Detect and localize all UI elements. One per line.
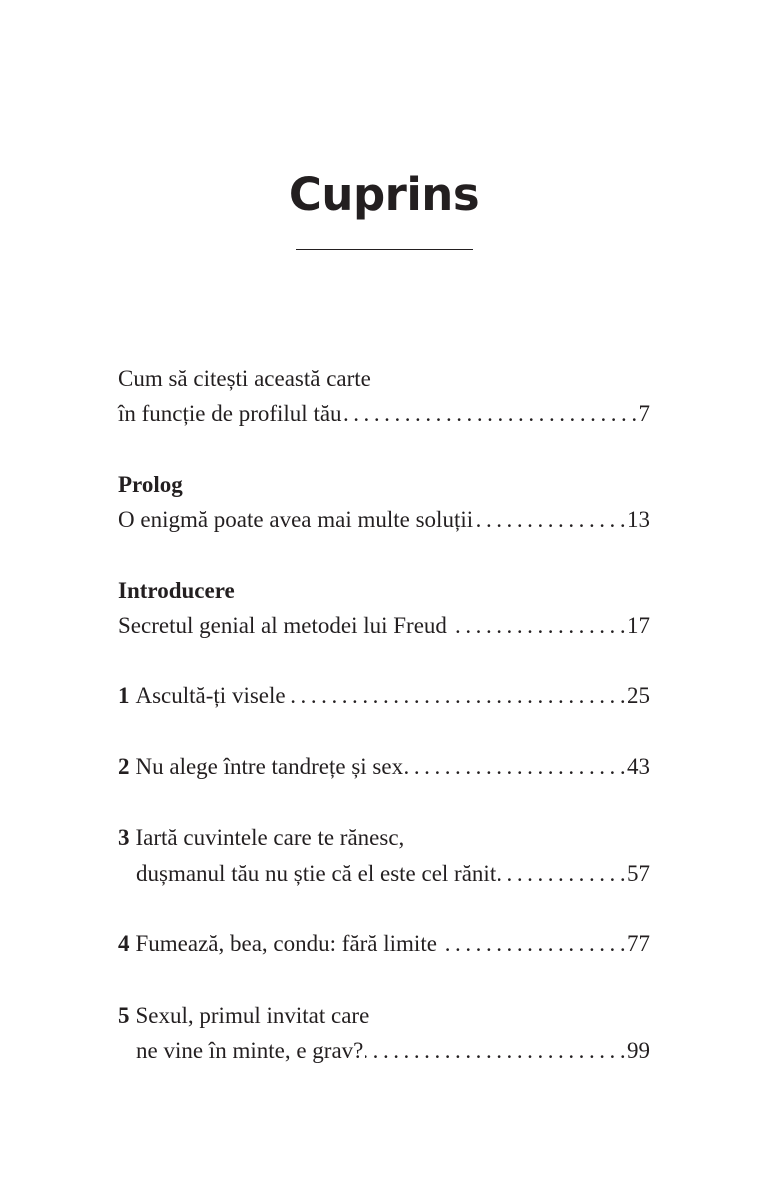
dot-leader [344,399,637,429]
section-heading [118,576,650,606]
page-number: 25 [627,683,650,708]
page-number: 77 [627,931,650,956]
entry-title: Sexul, primul invitat care [135,1003,370,1028]
toc-entry[interactable] [118,505,650,535]
chapter-number: 3 [118,825,130,850]
toc-entry[interactable] [118,399,650,429]
entry-title: Ascultă-ți visele [135,683,286,708]
entry-title: O enigmă poate avea mai multe soluții [118,507,474,532]
heading-text: Introducere [118,578,235,603]
title-underline [296,249,473,250]
dot-leader [449,611,625,641]
page-number: 13 [627,507,650,532]
entry-title: Fumează, bea, condu: fără limite [135,931,437,956]
toc-entry-line [118,364,650,394]
page-number: 17 [627,613,650,638]
toc-entry-line [118,1001,650,1031]
page-number: 43 [627,754,650,779]
heading-text: Prolog [118,472,183,497]
page-number: 99 [627,1038,650,1063]
dot-leader [365,1036,625,1066]
dot-leader [498,859,625,889]
entry-title: în funcție de profilul tău [118,401,342,426]
chapter-number: 4 [118,931,130,956]
page-number: 7 [638,401,650,426]
chapter-number: 2 [118,754,130,779]
dot-leader [475,505,625,535]
page-number: 57 [627,861,650,886]
entry-title: Nu alege între tandrețe și sex [135,754,404,779]
toc-entry[interactable] [136,1036,650,1066]
entry-title: Iartă cuvintele care te rănesc, [135,825,405,850]
entry-title: Cum să citești această carte [118,366,371,391]
toc-entry[interactable] [118,611,650,641]
toc-entry[interactable] [118,752,650,782]
dot-leader [439,929,625,959]
toc-entry[interactable] [118,681,650,711]
dot-leader [288,681,625,711]
entry-title: Secretul genial al metodei lui Freud [118,613,447,638]
entry-title: ne vine în minte, e grav? [136,1038,364,1063]
section-heading [118,470,650,500]
toc-entry[interactable] [118,929,650,959]
toc-entry-line [118,823,650,853]
chapter-number: 5 [118,1003,130,1028]
entry-title: dușmanul tău nu știe că el este cel rănit [136,861,497,886]
page-title: Cuprins [288,168,480,221]
toc-entry[interactable] [136,859,650,889]
chapter-number: 1 [118,683,130,708]
dot-leader [405,752,625,782]
